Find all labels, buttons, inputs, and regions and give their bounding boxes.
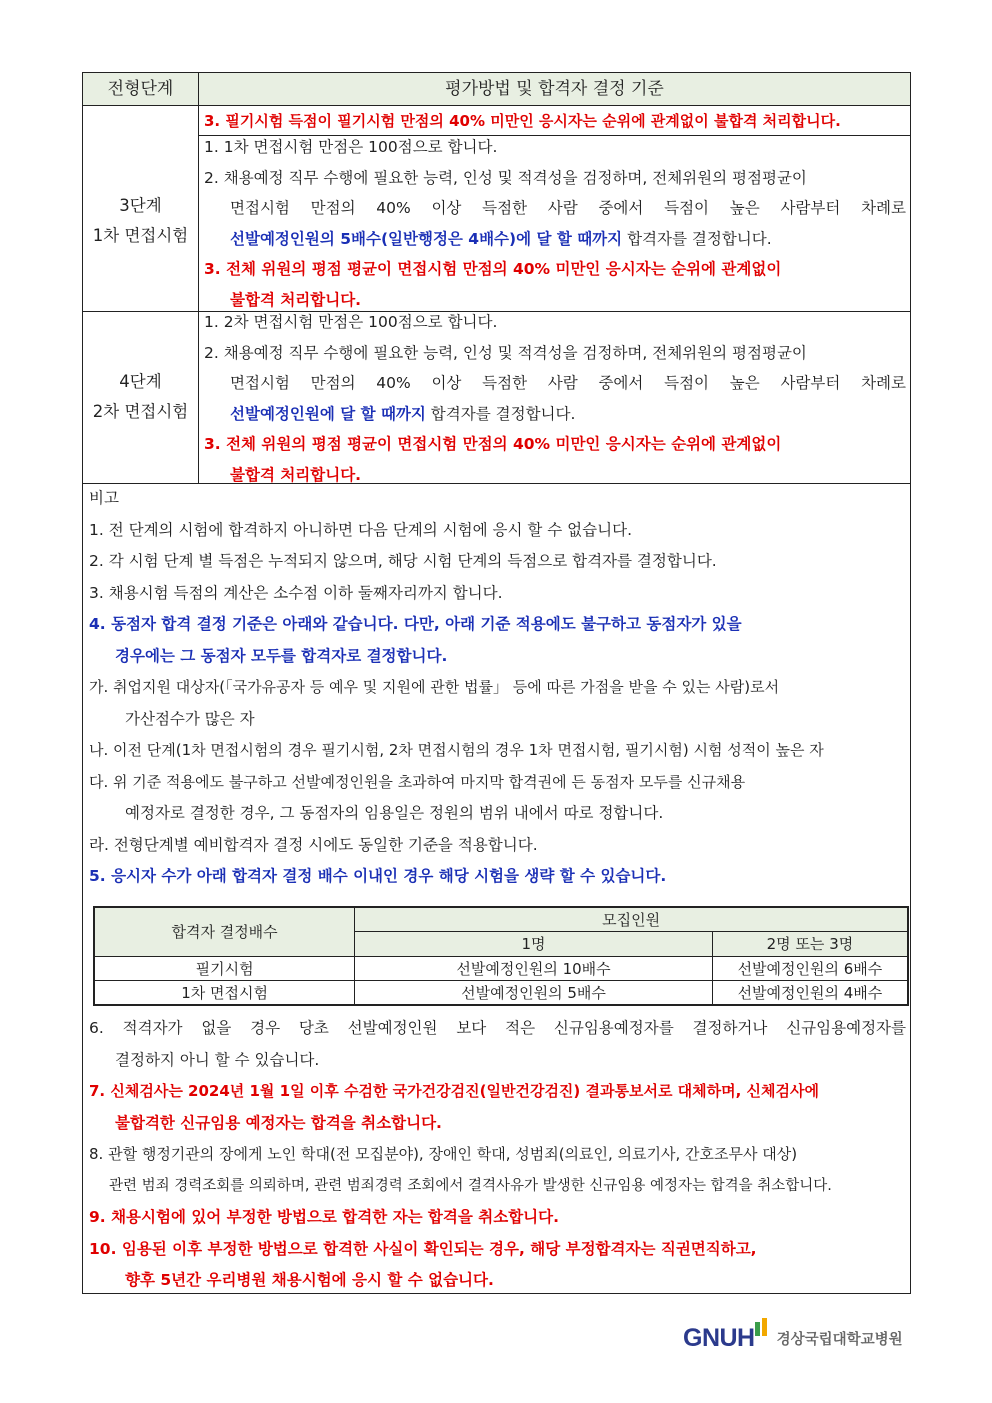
remark-4-ga-a: 가. 취업지원 대상자(「국가유공자 등 예우 및 지원에 관한 법률」 등에 따른 가점을 받을 수 있는 사람)로서: [89, 678, 780, 696]
exam-name: 필기시험: [95, 956, 355, 980]
remark-5: 5. 응시자 수가 아래 합격자 결정 배수 이내인 경우 해당 시험을 생략 할 수 있습니다.: [89, 867, 667, 885]
stage4-label: [83, 367, 198, 427]
multiplier-table: [93, 906, 909, 1006]
multiplier-value: 선발예정인원의 5배수: [355, 980, 713, 1004]
stage3-name: 1차 면접시험: [92, 226, 189, 245]
remark-2: 2. 각 시험 단계 별 득점은 누적되지 않으며, 해당 시험 단계의 득점으로 합격자를 결정합니다.: [89, 552, 717, 570]
table-row: [95, 980, 908, 1004]
col-two-three-persons: 2명 또는 3명: [712, 932, 907, 956]
logo-text: GNUH: [683, 1323, 755, 1352]
multiplier-value: 선발예정인원의 6배수: [712, 956, 907, 980]
remarks-section: [89, 483, 906, 893]
stage3-number: 3단계: [119, 196, 162, 215]
remark-4-da-b: 예정자로 결정한 경우, 그 동점자의 임용일은 정원의 범위 내에서 따로 정합니다.: [125, 804, 664, 822]
stage3-item3a: 3. 전체 위원의 평점 평균이 면접시험 만점의 40% 미만인 응시자는 순위에 관계없이: [204, 260, 782, 278]
remarks-title: 비고: [89, 489, 119, 507]
remark-6a: 6. 적격자가 없을 경우 당초 선발예정인원 보다 적은 신규임용예정자를 결정하거나 신규임용예정자를: [89, 1019, 906, 1037]
logo-korean-name: 경상국립대학교병원: [776, 1331, 903, 1348]
exam-name: 1차 면접시험: [95, 980, 355, 1004]
remarks-continued: [89, 1013, 906, 1297]
stage4-quota-highlight: 선발예정인원에 달 할 때까지: [230, 404, 426, 423]
remark-8a: 8. 관할 행정기관의 장에게 노인 학대(전 모집분야), 장애인 학대, 성범죄(의료인, 의료기사, 간호조무사 대상): [89, 1145, 798, 1163]
remark-4-na: 나. 이전 단계(1차 면접시험의 경우 필기시험, 2차 면접시험의 경우 1차 면접시험, 필기시험) 시험 성적이 높은 자: [89, 741, 824, 759]
stage3-item2c-rest: 합격자를 결정합니다.: [622, 229, 772, 248]
stage3-item2a: 2. 채용예정 직무 수행에 필요한 능력, 인성 및 적격성을 검정하며, 전체위원의 평점평균이: [204, 168, 807, 187]
stage4-item3b: 불합격 처리합니다.: [230, 465, 362, 484]
multiplier-row-header: 합격자 결정배수: [95, 908, 355, 957]
stage3-item3b: 불합격 처리합니다.: [230, 290, 362, 309]
remark-6b: 결정하지 아니 할 수 있습니다.: [115, 1050, 320, 1069]
remark-3: 3. 채용시험 득점의 계산은 소수점 이하 둘째자리까지 합니다.: [89, 583, 503, 602]
remark-7a: 7. 신체검사는 2024년 1월 1일 이후 수검한 국가건강검진(일반건강검진) 결과통보서로 대체하며, 신체검사에: [89, 1082, 819, 1100]
stage4-number: 4단계: [119, 372, 162, 391]
stage3-item2b: 면접시험 만점의 40% 이상 득점한 사람 중에서 득점이 높은 사람부터 차례로: [230, 199, 906, 217]
recruit-count-header: 모집인원: [355, 908, 908, 932]
stage4-item1: 1. 2차 면접시험 만점은 100점으로 합니다.: [204, 313, 498, 331]
stage4-item2a: 2. 채용예정 직무 수행에 필요한 능력, 인성 및 적격성을 검정하며, 전체위원의 평점평균이: [204, 343, 807, 362]
stage4-item2c-rest: 합격자를 결정합니다.: [425, 404, 576, 423]
remark-4-da-a: 다. 위 기준 적용에도 불구하고 선발예정인원을 초과하여 마지막 합격권에 든 동점자 모두를 신규채용: [89, 772, 746, 791]
remark-10a: 10. 임용된 이후 부정한 방법으로 합격한 사실이 확인되는 경우, 해당 부정합격자는 직권면직하고,: [89, 1239, 757, 1258]
remark-4b: 경우에는 그 동점자 모두를 합격자로 결정합니다.: [115, 646, 448, 665]
stage4-item2c: [204, 399, 906, 430]
stage3-quota-highlight: 선발예정인원의 5배수(일반행정은 4배수)에 달 할 때까지: [230, 229, 623, 248]
remark-4-ra: 라. 전형단계별 예비합격자 결정 시에도 동일한 기준을 적용합니다.: [89, 835, 538, 854]
stage3-item1: 1. 1차 면접시험 만점은 100점으로 합니다.: [204, 138, 498, 156]
stage4-item2b: 면접시험 만점의 40% 이상 득점한 사람 중에서 득점이 높은 사람부터 차례로: [230, 374, 906, 392]
header-method: 평가방법 및 합격자 결정 기준: [199, 73, 910, 105]
stage4-name: 2차 면접시험: [92, 402, 189, 421]
stage4-item3a: 3. 전체 위원의 평점 평균이 면접시험 만점의 40% 미만인 응시자는 순위에 관계없이: [204, 435, 782, 453]
header-stage: 전형단계: [83, 73, 198, 105]
multiplier-value: 선발예정인원의 4배수: [712, 980, 907, 1004]
written-exam-fail-rule: 3. 필기시험 득점이 필기시험 만점의 40% 미만인 응시자는 순위에 관계없이 불합격 처리합니다.: [204, 112, 841, 130]
remark-9: 9. 채용시험에 있어 부정한 방법으로 합격한 자는 합격을 취소합니다.: [89, 1208, 560, 1226]
remark-1: 1. 전 단계의 시험에 합격하지 아니하면 다음 단계의 시험에 응시 할 수 없습니다.: [89, 520, 633, 539]
remark-7b: 불합격한 신규임용 예정자는 합격을 취소합니다.: [115, 1113, 442, 1132]
stage3-item2c: [204, 224, 906, 255]
remark-8b: 관련 범죄 경력조회를 의뢰하며, 관련 범죄경력 조회에서 결격사유가 발생한 신규임용 예정자는 합격을 취소합니다.: [109, 1177, 832, 1194]
selection-criteria-table: [82, 72, 911, 1294]
stage3-label: [83, 191, 198, 251]
stage4-criteria: [204, 307, 906, 490]
remark-10b: 향후 5년간 우리병원 채용시험에 응시 할 수 없습니다.: [125, 1271, 494, 1289]
table-row: [95, 956, 908, 980]
multiplier-value: 선발예정인원의 10배수: [355, 956, 713, 980]
stage3-criteria: [204, 132, 906, 315]
remark-4-ga-b: 가산점수가 많은 자: [125, 709, 255, 728]
hospital-logo: [683, 1318, 903, 1358]
remark-4a: 4. 동점자 합격 결정 기준은 아래와 같습니다. 다만, 아래 기준 적용에도 불구하고 동점자가 있을: [89, 615, 742, 633]
logo-emblem-icon: [753, 1318, 771, 1340]
col-one-person: 1명: [355, 932, 713, 956]
